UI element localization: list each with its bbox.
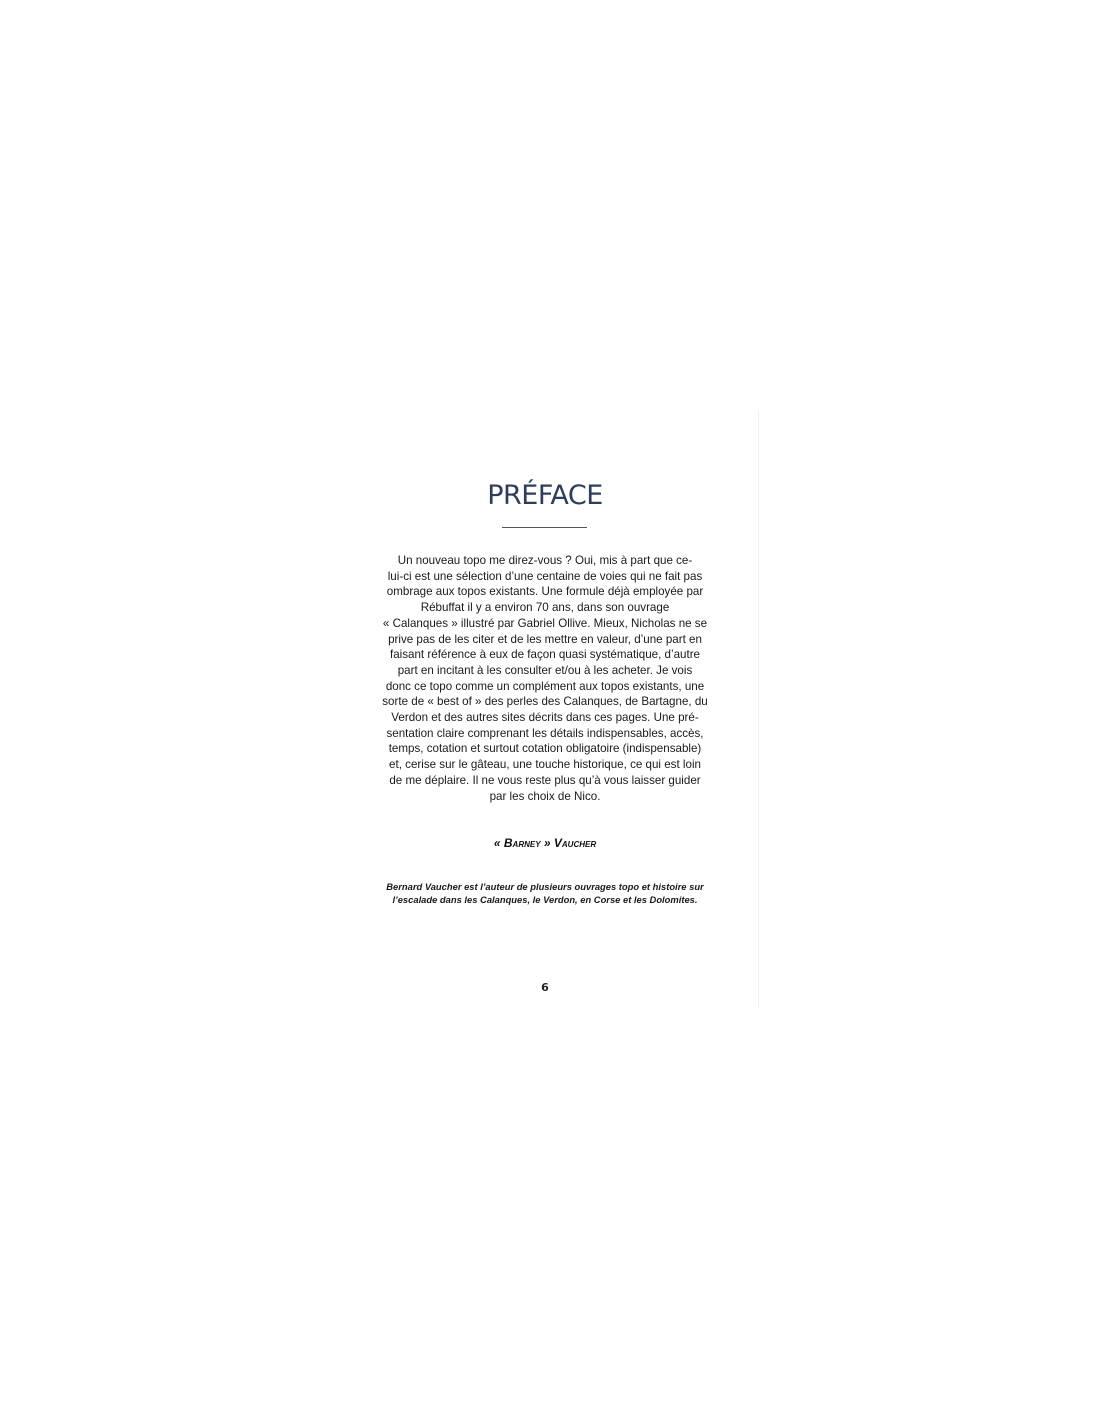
body-line: « Calanques » illustré par Gabriel Ollive. Mieux, Nicholas ne se: [382, 616, 708, 630]
body-line: faisant référence à eux de façon quasi systématique, d’autre: [390, 648, 700, 662]
body-line: ombrage aux topos existants. Une formule déjà employée par: [386, 585, 704, 599]
body-line: donc ce topo comme un complément aux topos existants, une: [385, 679, 705, 693]
body-line: par les choix de Nico.: [489, 789, 601, 803]
body-line: lui-ci est une sélection d’une centaine de voies qui ne fait pas: [387, 569, 703, 583]
bio-line: l’escalade dans les Calanques, le Verdon, en Corse et les Dolomites.: [392, 894, 698, 905]
page-title: PRÉFACE: [487, 480, 603, 511]
body-line: Un nouveau topo me direz-vous ? Oui, mis à part que ce-: [397, 554, 693, 567]
page-number: 6: [541, 981, 549, 994]
title-underline: [502, 527, 587, 528]
body-line: prive pas de les citer et de les mettre en valeur, d’une part en: [388, 632, 702, 646]
author-bio: [380, 880, 710, 906]
body-line: temps, cotation et surtout cotation obligatoire (indispensable): [388, 742, 702, 756]
author-signature: « Barney » Vaucher: [493, 836, 597, 850]
body-line: de me déplaire. Il ne vous reste plus qu’à vous laisser guider: [389, 773, 701, 787]
body-line: sorte de « best of » des perles des Calanques, de Bartagne, du: [382, 695, 708, 709]
body-line: Rébuffat il y a environ 70 ans, dans son ouvrage: [420, 601, 670, 615]
body-line: Verdon et des autres sites décrits dans ces pages. Une pré-: [391, 711, 699, 725]
body-line: et, cerise sur le gâteau, une touche historique, ce qui est loin: [389, 758, 701, 772]
body-line: sentation claire comprenant les détails indispensables, accès,: [386, 726, 704, 740]
bio-line: Bernard Vaucher est l’auteur de plusieurs ouvrages topo et histoire sur: [386, 881, 704, 892]
body-line: part en incitant à les consulter et/ou à les acheter. Je vois: [397, 663, 693, 677]
preface-body: [380, 553, 710, 804]
page-edge-divider: [758, 410, 759, 1008]
